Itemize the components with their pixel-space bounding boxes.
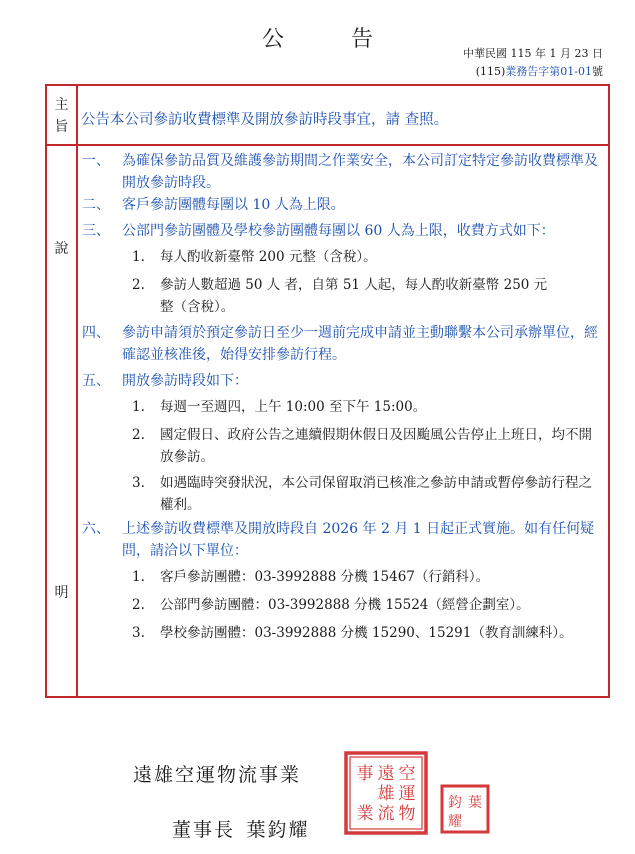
doc-suffix: 號: [592, 65, 603, 78]
svg-text:業: 業: [356, 804, 374, 824]
item-text: 開放參訪時段如下：: [122, 373, 248, 389]
item-number: 四、: [82, 325, 110, 341]
sub-text: 客戶參訪團體：03-3992888 分機 15467（行銷科）。: [160, 569, 490, 585]
item-number: 一、: [82, 153, 110, 169]
item-text: 上述參訪收費標準及開放時段自 2026 年 2 月 1 日起正式實施。如有任何疑問，請洽以下單位：: [122, 521, 595, 559]
sub-number: 1.: [132, 399, 145, 415]
sub-number: 2.: [132, 427, 145, 443]
item-text: 為確保參訪品質及維護參訪期間之作業安全，本公司訂定特定參訪收費標準及開放參訪時段。: [122, 153, 598, 191]
sub-number: 1.: [132, 249, 145, 265]
item-text: 公部門參訪團體及學校參訪團體每團以 60 人為上限，收費方式如下：: [122, 223, 555, 239]
notice-table: [45, 84, 610, 698]
row-divider: [47, 144, 608, 146]
sub-text: 公部門參訪團體：03-3992888 分機 15524（經營企劃室）。: [160, 597, 530, 613]
svg-text:葉: 葉: [468, 795, 482, 811]
label-subject-top: 主: [54, 97, 69, 113]
doc-word: 業務告字第: [505, 65, 561, 78]
chairman-seal-icon: [440, 784, 490, 834]
sub-text-line2: 整（含稅）。: [160, 299, 235, 315]
sub-number: 3.: [132, 625, 145, 641]
doc-prefix: (115): [475, 65, 506, 78]
svg-text:空: 空: [398, 764, 416, 784]
subject-text: 公告本公司參訪收費標準及開放參訪時段事宜，請 查照。: [81, 112, 449, 128]
item-number: 三、: [82, 223, 110, 239]
sub-text: 每週一至週四，上午 10:00 至下午 15:00。: [160, 399, 427, 415]
label-desc-bottom: 明: [54, 585, 69, 601]
sub-number: 3.: [132, 475, 145, 491]
item-text: 客戶參訪團體每團以 10 人為上限。: [122, 197, 345, 213]
sub-text: 如遇臨時突發狀況，本公司保留取消已核准之參訪申請或暫停參訪行程之權利。: [160, 475, 592, 513]
chairman-title: 董事長: [172, 819, 236, 841]
svg-text:耀: 耀: [448, 814, 462, 830]
sub-text-line1: 參訪人數超過 50 人 者，自第 51 人起，每人酌收新臺幣 250 元: [160, 277, 548, 293]
sub-text: 國定假日、政府公告之連續假期休假日及因颱風公告停止上班日，均不開放參訪。: [160, 427, 592, 465]
sub-number: 2.: [132, 277, 145, 293]
svg-text:物: 物: [398, 804, 416, 824]
page-title: 公 告: [262, 27, 403, 52]
sub-number: 1.: [132, 569, 145, 585]
svg-text:遠: 遠: [377, 764, 395, 784]
label-subject-bottom: 旨: [54, 119, 69, 135]
item-number: 六、: [82, 521, 110, 537]
sub-text: 每人酌收新臺幣 200 元整（含稅）。: [160, 249, 377, 265]
svg-text:運: 運: [398, 784, 416, 804]
svg-text:鈞: 鈞: [448, 795, 462, 811]
company-seal-icon: [343, 750, 429, 836]
item-number: 二、: [82, 197, 110, 213]
chairman-line: [172, 815, 310, 842]
svg-text:事: 事: [356, 764, 374, 784]
issue-date: 中華民國 115 年 1 月 23 日: [463, 47, 603, 60]
svg-text:雄: 雄: [377, 784, 395, 804]
sub-number: 2.: [132, 597, 145, 613]
document-number: [476, 63, 603, 79]
label-desc-top: 說: [54, 241, 69, 257]
svg-text:流: 流: [377, 804, 395, 824]
item-text: 參訪申請須於預定參訪日至少一週前完成申請並主動聯繫本公司承辦單位，經確認並核准後，始得安排參訪行程。: [122, 325, 598, 363]
chairman-name: 葉鈞耀: [246, 819, 310, 841]
item-number: 五、: [82, 373, 110, 389]
doc-number-value: 01-01: [560, 65, 592, 78]
company-name: 遠雄空運物流事業: [133, 764, 302, 786]
column-divider: [76, 86, 78, 696]
sub-text: 學校參訪團體：03-3992888 分機 15290、15291（教育訓練科）。: [160, 625, 573, 641]
